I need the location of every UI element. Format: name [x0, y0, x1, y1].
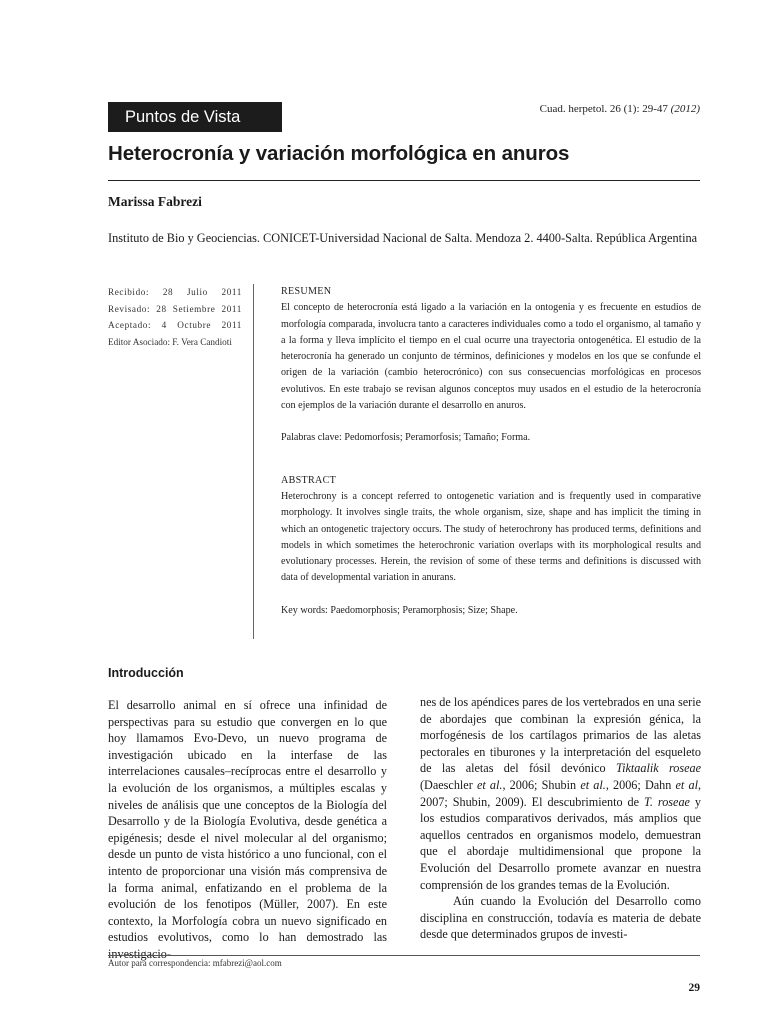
date-month: Setiembre [172, 303, 216, 314]
date-month: Octubre [177, 320, 212, 330]
abstract-heading: ABSTRACT [281, 474, 337, 486]
abstract-section [281, 284, 701, 619]
submission-dates [108, 284, 242, 350]
body-paragraph: nes de los apéndices pares de los vertebrados en una serie de abordajes que combinan la expresión génica, la morfogénesis de los cartílagos primarios de las aletas pectorales en tiburones y la interpretación del esqueleto de las aletas del fósil devónico Tiktaalik roseae (Daeschler et al., 2006; Shubin et al., 2006; Dahn et al, 2007; Shubin, 2009). El descubrimiento de T. roseae y los estudios comparativos derivados, más amplios que aquellos centrados en organismos modelo, demuestran que el abordaje multidimensional que propone la Evolución del Desarrollo promete avanzar en nuestra comprensión de los grandes temas de la Evolución. [420, 695, 702, 892]
citation-text: Cuad. herpetol. 26 (1): 29-47 [539, 103, 668, 115]
taxon-name: T. roseae [644, 794, 690, 809]
body-column-right [420, 694, 701, 943]
date-year: 2011 [221, 287, 242, 297]
date-label: Aceptado: [108, 320, 152, 330]
date-accepted [108, 317, 242, 334]
date-day: 28 [156, 303, 167, 314]
date-month: Julio [186, 287, 208, 297]
citation-year: (2012) [670, 103, 700, 115]
title-divider [108, 180, 700, 181]
date-day: 4 [161, 320, 167, 330]
resumen-text: El concepto de heterocronía está ligado a la variación en la ontogenia y es frecuente en estudios de morfología comparada, involucra tanto a caracteres individuales como a todo el organismo, al tamaño y a la forma y lleva implícito el tiempo en el cual ocurre una trayectoria ontogenética. El estudio de la heterocronía ha generado un conjunto de términos, definiciones y modelos en los que se confunde el origen de la variación (cambio heterocrónico) con sus consecuencias morfológicas en procesos evolutivos. En este trabajo se revisan algunos conceptos muy usados en el estudio de la heterocronía con ejemplos de la variación durante el desarrollo en anuros. [281, 302, 701, 412]
date-revised [108, 301, 242, 318]
article-title: Heterocronía y variación morfológica en anuros [108, 142, 570, 165]
author-affiliation: Instituto de Bio y Geociencias. CONICET-Universidad Nacional de Salta. Mendoza 2. 4400-Salta. República Argentina [108, 231, 698, 245]
associate-editor: Editor Asociado: F. Vera Candioti [108, 336, 232, 347]
date-year: 2011 [221, 320, 242, 330]
body-column-left: El desarrollo animal en sí ofrece una infinidad de perspectivas para su estudio que convergen en lo que hoy llamamos Evo-Devo, un nuevo programa de investigación ubicado en la interfase de las interrelaciones causales–recíprocas entre el desarrollo y la evolución de los organismos, a múltiples escalas y niveles de análisis que une conceptos de la Biología del Desarrollo y de la Biología Evolutiva, desde genética a epigénesis; desde el nivel molecular al del organismo; desde un punto de vista histórico a uno funcional, con el intento de proporcionar una visión más comprensiva de la forma animal, enfatizando en el problema de la evolución de los fenotipos (Müller, 2007). En este contexto, la Morfología cobra un nuevo significado en estudios evolutivos, como lo han demostrado las investigacio- [108, 698, 387, 961]
journal-citation [540, 103, 700, 115]
date-label: Revisado: [108, 303, 151, 314]
date-year: 2011 [221, 303, 242, 314]
page-number: 29 [688, 982, 700, 994]
date-day: 28 [162, 287, 174, 297]
resumen-heading: RESUMEN [281, 286, 332, 297]
footnote-divider [108, 955, 700, 956]
author-name: Marissa Fabrezi [108, 194, 202, 209]
section-heading-introduction: Introducción [108, 666, 184, 680]
column-divider [253, 284, 254, 639]
abstract-text: Heterochrony is a concept referred to ontogenetic variation and is frequently used in comparative morphology. It involves single traits, the whole organism, size, shape and has implicit the timing in which an ontogenetic trajectory occurs. The study of heterochrony has produced terms, definitions and models in which sometimes the heterochronic variation overlaps with its morphological results and evolutionary processes. Herein, the revision of some of these terms and definitions is discussed with data of developmental variation in anurans. [281, 490, 701, 584]
date-label: Recibido: [108, 287, 150, 297]
date-received [108, 284, 242, 301]
section-label [108, 102, 282, 132]
resumen-keywords: Palabras clave: Pedomorfosis; Peramorfosis; Tamaño; Forma. [281, 432, 531, 444]
abstract-keywords: Key words: Paedomorphosis; Peramorphosis; Size; Shape. [281, 604, 518, 616]
taxon-name: Tiktaalik roseae [615, 761, 702, 776]
corresponding-author-footnote: Autor para correspondencia: mfabrezi@aol.com [108, 958, 282, 968]
body-paragraph: Aún cuando la Evolución del Desarrollo como disciplina en construcción, todavía es materia de debate desde que determinados grupos de investi- [420, 894, 701, 942]
section-label-text: Puntos de Vista [125, 108, 241, 126]
